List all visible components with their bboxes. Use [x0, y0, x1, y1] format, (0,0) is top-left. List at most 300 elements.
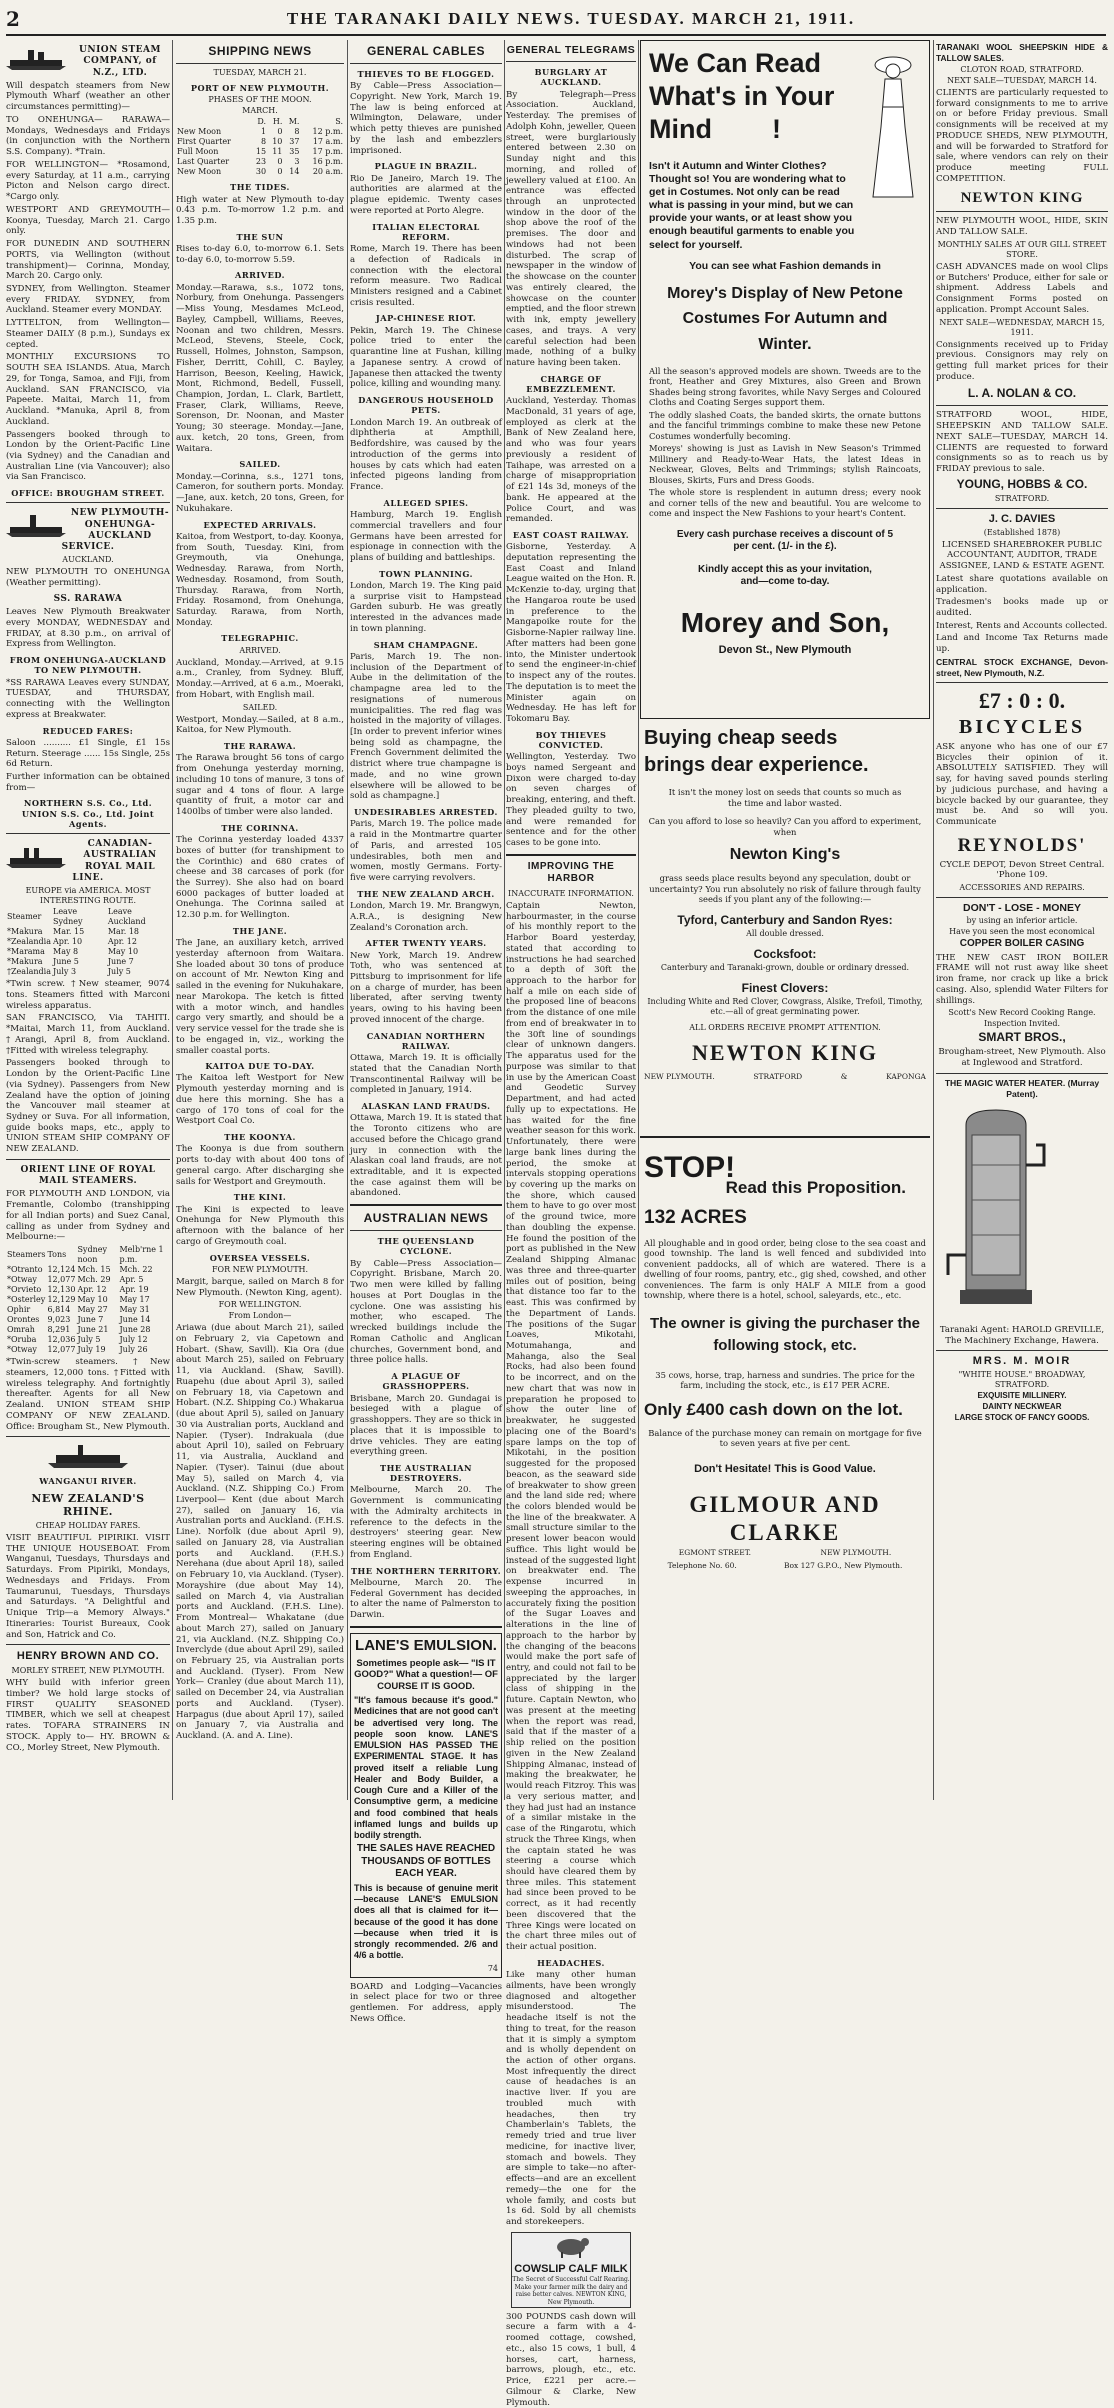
smart-bros-address: Brougham-street, New Plymouth. Also at Inglewood and Stratford. — [938, 1047, 1106, 1069]
moir-line-1: EXQUISITE MILLINERY. — [977, 1391, 1067, 1401]
morey-see: You can see what Fashion demands in — [689, 259, 881, 272]
table-cell: Apr. 12 — [107, 937, 137, 947]
moon-phases-title: PHASES OF THE MOON. — [208, 95, 312, 105]
article-heading: CANADIAN NORTHERN RAILWAY. — [366, 1030, 486, 1051]
table-cell: 17 p.m. — [312, 147, 343, 157]
steamer-icon — [6, 840, 66, 870]
article-body: By Cable—Press Association—Copyright. Brisbane, March 20. Two men were killed by falling houses at Port Douglas in the cyclone. One was assisting his mother, who escaped. The wrecked buildings include the Roman Catholic and Anglican churches, Government bond, and three police halls. — [350, 1258, 502, 1366]
taranaki-wool-address: CLOTON ROAD, STRATFORD. — [960, 65, 1084, 74]
table-cell: *Osterley — [7, 1295, 46, 1305]
table-header-row — [6, 907, 170, 927]
table-cell: 12,077 — [47, 1345, 76, 1355]
henry-brown-title: HENRY BROWN AND CO. — [16, 1650, 160, 1663]
table-header: M. — [288, 117, 300, 127]
table-header-row — [176, 117, 344, 127]
davies-title: J. C. DAVIES — [988, 512, 1056, 525]
article-heading: CHARGE OF EMBEZZLEMENT. — [526, 373, 616, 394]
rarawa-name: SS. RARAWA — [53, 593, 123, 604]
table-cell: 6,814 — [47, 1305, 71, 1315]
seeds-clovers: Finest Clovers: — [741, 980, 829, 995]
lanes-sales: THE SALES HAVE REACHED THOUSANDS OF BOTTLES EACH YEAR. — [356, 1843, 496, 1880]
column-rule — [504, 40, 505, 1800]
article-heading: ALASKAN LAND FRAUDS. — [361, 1101, 491, 1112]
telegraphic-sailed: SAILED. — [242, 702, 278, 712]
article-body: London, March 19. Mr. Brangwyn, A.R.A., is designing New Zealand's Coronation arch. — [350, 901, 502, 933]
kaitoa-body: The Kaitoa left Westport for New Plymouth yesterday morning and is due here this morning. She has a cargo of 170 tons of coal for the Westport Coal Co. — [176, 1073, 344, 1127]
lanes-number: 74 — [487, 1963, 498, 1973]
gilmour-firm: GILMOUR AND CLARKE — [689, 1491, 881, 1546]
seeds-headline-2: brings dear experience. — [644, 754, 869, 776]
dont-hesitate: Don't Hesitate! This is Good Value. — [694, 1462, 876, 1475]
column-classifieds — [936, 40, 1108, 1802]
table-cell: 12,077 — [47, 1275, 76, 1285]
table-row — [6, 1295, 170, 1305]
table-cell: Mar. 15 — [53, 927, 85, 937]
table-header: Steamer — [7, 912, 42, 922]
orient-schedule-table — [6, 1245, 170, 1355]
table-cell: May 10 — [107, 947, 139, 957]
nz-service-line: NEW PLYMOUTH TO ONEHUNGA (Weather permitting). — [6, 567, 170, 589]
morey-headline-excl: ! — [771, 113, 781, 144]
lanes-end: This is because of genuine merit —because LANE'S EMULSION does all that is claimed for it— because of the good it has done —because when tried it is strongly recommended. 2/6 and 4/6 a bottle. — [354, 1882, 498, 1961]
column-rule — [347, 40, 348, 1800]
moir-line-2: DAINTY NECKWEAR — [982, 1402, 1062, 1412]
address-label: NEW PLYMOUTH. — [820, 1548, 892, 1557]
table-cell: Apr. 10 — [53, 937, 83, 947]
table-cell: 1 — [261, 127, 267, 137]
general-cables-title: GENERAL CABLES — [366, 44, 486, 58]
seeds-ryes-note: All double dressed. — [746, 928, 824, 938]
table-cell: 11 — [272, 147, 283, 157]
margit-body: Margit, barque, sailed on March 8 for New Plymouth. (Newton King, agent). — [176, 1276, 344, 1298]
joint-agents: NORTHERN S.S. Co., Ltd. UNION S.S. Co., Ltd. Joint Agents. — [21, 798, 155, 829]
article-heading: THE NORTHERN TERRITORY. — [350, 1565, 502, 1576]
seeds-cocksfoot-note: Canterbury and Taranaki-grown, double or ordinary dressed. — [660, 962, 910, 972]
morey-firm: Morey and Son, — [680, 606, 890, 638]
orient-notes: *Twin-screw steamers. †New steamers, 12,000 tons. †Fitted with wireless telegraphy. And fortnightly thereafter. Agents for all New Zealand. UNION STEAM SHIP COMPANY OF NEW ZEALAND. Office: Brougham St., New Plymouth. — [6, 1357, 170, 1432]
moon-month: MARCH. — [242, 106, 278, 116]
moon-table — [176, 117, 344, 177]
table-cell: May 8 — [53, 947, 79, 957]
wanganui-title: WANGANUI RIVER. — [39, 1476, 137, 1487]
article-heading: DANGEROUS HOUSEHOLD PETS. — [358, 395, 494, 416]
table-row — [6, 1335, 170, 1345]
taranaki-wool-next-sale: NEXT SALE—TUESDAY, MARCH 14. — [947, 76, 1097, 85]
dont-lose-have: Have you seen the most economical — [949, 927, 1095, 937]
seeds-ryes: Tyford, Canterbury and Sandon Ryes: — [677, 912, 893, 927]
water-heater-icon — [936, 1105, 1056, 1315]
table-cell: 0 — [277, 167, 283, 177]
morey-body-1: All the season's approved models are shown. Tweeds are to the front, Heather and Grey Mixtures, also Green and Brown Shades being strong favorites, while Navy Serges and Coloured Cloths and Coating Serges support them. — [649, 365, 921, 408]
masthead — [6, 4, 1106, 36]
morey-headline-mind: Mind — [649, 113, 712, 144]
morey-headline-1: We Can Read — [649, 48, 822, 78]
divider — [176, 63, 344, 64]
lyttelton-service: LYTTELTON, from Wellington— Steamer DAILY (8 p.m.), Sundays ex cepted. — [6, 318, 170, 350]
table-cell: July 19 — [77, 1345, 106, 1355]
stock-description: 35 cows, horse, trap, harness and sundries. The price for the farm, including the stock, etc., is £17 PER ACRE. — [655, 1369, 915, 1390]
from-london: From London— — [228, 1311, 292, 1321]
sun-title: THE SUN — [236, 231, 284, 242]
vessels-body: Ariawa (due about March 21), sailed on February 2, via Capetown and Hobart. (Shaw, Savill). Kia Ora (due about March 25), sailed on February 11, via Auckland. (Shaw, Savill). Ruapehu (due about April 3), sailed on February 18, via Capetown and Hobart. (N.Z. Shipping Co.) Whakarua (due about April 5), sailed on January 30 via Australian ports, Auckland and Napier. (Tyser). Indrakuala (due about April 10), sailed on February 11, via Australia, Auckland and Napier. (Tyser). Tainui (due about May 5), sailed on March 4, via Auckland. (N.Z. Shipping Co.) From Liverpool— Kent (due about March 27), sailed on January 16, via Australian ports and Auckland. (F.H.S. Line). Norfolk (due about April 9), sailed on January 28, via Australian ports and Auckland. (F.H.S.) Nerehana (due about April 18), sailed on February 10, via Auckland. (Tyser). Morayshire (due about May 14), sailed on March 4, via Australian ports and Auckland. (F.H.S. Line). From Montreal— Whakatane (due about March 27), sailed on January 21, via Auckland. (N.Z. Shipping Co.) Inverclyde (due about April 29), sailed on February 25, via Australian ports and Auckland. (Tyser). From New York— Cranley (due about March 11), sailed on December 24, via Australian ports and Auckland. (Tyser). Harpagus (due about April 17), sailed on January 7, via Australia and Auckland. (A. and A. Line). — [176, 1323, 344, 1742]
table-cell: May 27 — [77, 1305, 108, 1315]
divider — [936, 1350, 1108, 1351]
table-cell: July 12 — [119, 1335, 148, 1345]
tides-title: THE TIDES. — [230, 182, 290, 193]
table-cell: June 5 — [53, 957, 79, 967]
table-row — [176, 147, 344, 157]
divider — [6, 1644, 170, 1645]
canadian-schedule-table — [6, 907, 170, 977]
henry-brown-body: WHY build with inferior green timber? We hold large stocks of FIRST QUALITY SEASONED TIMBER, which we sell at cheapest rates. TOFARA STRAINERS IN STOCK. Apply to— HY. BROWN & CO., Morley Street, New Plymouth. — [6, 1678, 170, 1753]
divider — [6, 833, 170, 834]
reynolds-body: CYCLE DEPOT, Devon Street Central. 'Phone 109. — [939, 859, 1105, 881]
article-body: Pekin, March 19. The Chinese police tried to enter the quarantine line at Fushan, killing a Japanese sentry. A crowd of Japanese then attacked the twenty police, killing and wounding many. — [350, 325, 502, 390]
gilmour-contact — [644, 1561, 926, 1570]
article-heading: THIEVES TO BE FLOGGED. — [357, 69, 495, 79]
table-cell: 8 — [294, 127, 300, 137]
table-cell: 12,036 — [47, 1335, 76, 1345]
reduced-fares-title: REDUCED FARES: — [42, 725, 134, 736]
divider — [6, 1436, 170, 1437]
nz-service-return-title: FROM ONEHUNGA-AUCKLAND TO NEW PLYMOUTH. — [9, 655, 167, 676]
table-cell: July 5 — [107, 967, 131, 977]
table-row — [6, 927, 170, 937]
young-hobbs-town: STRATFORD. — [994, 493, 1050, 503]
davies-line-1: Latest share quotations available on application. — [936, 573, 1108, 595]
davies-body: LICENSED SHAREBROKER PUBLIC ACCOUNTANT, AUDITOR, TRADE ASSIGNEE, LAND & ESTATE AGENT. — [939, 539, 1105, 572]
table-cell: 10 — [272, 137, 283, 147]
table-cell: July 5 — [77, 1335, 101, 1345]
newton-king-seeds-ad — [640, 719, 930, 1131]
davies-line-2: Tradesmen's books made up or audited. — [936, 597, 1108, 618]
table-cell: Last Quarter — [177, 157, 230, 167]
article-heading: TOWN PLANNING. — [379, 568, 473, 579]
reynolds-title: REYNOLDS' — [957, 834, 1087, 856]
column-rule — [638, 40, 639, 1800]
table-header: H. — [272, 117, 283, 127]
sailed-title: SAILED. — [239, 459, 281, 470]
article-heading: THE NEW ZEALAND ARCH. — [357, 888, 495, 899]
article-body: London March 19. An outbreak of diphtheria at Ampthill, Bedfordshire, was caused by the introduction of the germs into houses by cats which had eaten infected pigeons landing from France. — [350, 417, 502, 493]
table-cell: 16 p.m. — [312, 157, 343, 167]
table-cell: *Oruba — [7, 1335, 37, 1345]
sydney-service: SYDNEY, from Wellington. Steamer every FRIDAY. SYDNEY, from Auckland. Steamer every MONDAY. — [6, 283, 170, 316]
koonya-body: The Koonya is due from southern ports to-day with about 400 tons of general cargo. After discharging she sails for Westport and Greymouth. — [176, 1144, 344, 1187]
table-cell: 15 — [255, 147, 267, 157]
canadian-notes: *Twin screw. †New steamer, 9074 tons. Steamers fitted with Marconi wireless apparatus. — [6, 979, 170, 1011]
harbor-title: IMPROVING THE HARBOR — [527, 860, 615, 885]
morey-ad — [640, 40, 930, 719]
union-body: Will despatch steamers from New Plymouth Wharf (weather an other circumstances permitting)— — [6, 80, 170, 113]
seeds-orders: ALL ORDERS RECEIVE PROMPT ATTENTION. — [689, 1022, 881, 1032]
article-body: Hamburg, March 19. English commercial travellers and four Germans have been arrested for espionage in connection with the plans of building and battleships. — [350, 510, 502, 563]
table-cell: June 7 — [107, 957, 134, 967]
seeds-firm: NEWTON KING — [691, 1039, 878, 1065]
table-cell: Mch. 29 — [77, 1275, 111, 1285]
table-header: Steamers — [7, 1250, 46, 1260]
stop-headline: STOP! — [644, 1151, 736, 1184]
table-cell: 23 — [255, 157, 267, 167]
corinna-title: THE CORINNA. — [221, 822, 299, 833]
seeds-p3: grass seeds place results beyond any speculation, doubt or uncertainty? You run absolutely no risk of failure through faulty seeds if you plant any of the following:— — [649, 873, 921, 904]
riverboat-icon — [48, 1441, 128, 1471]
article-body: Brisbane, March 20. Gundagai is besieged with a plague of grasshoppers. They are so thick in places that it is impossible to drive vehicles. They are eating everything green. — [350, 1393, 502, 1458]
article-heading: AFTER TWENTY YEARS. — [365, 938, 487, 949]
table-cell: May 31 — [119, 1305, 150, 1315]
for-new-plymouth: FOR NEW PLYMOUTH. — [211, 1264, 309, 1274]
divider — [936, 1073, 1108, 1074]
jane-body: The Jane, an auxiliary ketch, arrived yesterday afternoon from Waitara. She loaded about 30 tons of produce on account of Mr. Newton King and sailed in the evening for Nukuhakare, near Marokopa. The ketch is fitted with a motor winch, and handles cargo very smartly, and should be a very service vessel for the trade she is to be engaged in, viz., working the smaller coastal ports. — [176, 938, 344, 1056]
young-hobbs-title: YOUNG, HOBBS & CO. — [956, 476, 1088, 491]
table-cell: 0 — [277, 127, 283, 137]
seeds-p1: It isn't the money lost on seeds that counts so much as the time and labor wasted. — [668, 787, 902, 808]
article-body: Wellington, Yesterday. Two boys named Sergeant and Dixon were charged to-day on seven charges of breaking, entering, and theft. They pleaded guilty to two, and were remanded for sentence and for the other cases to be gone into. — [506, 752, 636, 849]
telegram-list — [506, 67, 636, 849]
article-heading: ITALIAN ELECTORAL REFORM. — [372, 221, 480, 242]
moir-line-3: LARGE STOCK OF FANCY GOODS. — [954, 1413, 1090, 1423]
place-label: NEW PLYMOUTH. — [644, 1072, 715, 1081]
divider — [506, 854, 636, 856]
table-cell: *Otway — [7, 1345, 37, 1355]
gilmour-clarke-ad — [640, 1143, 930, 1577]
wanganui-body: VISIT BEAUTIFUL PIPIRIKI. VISIT THE UNIQUE HOUSEBOAT. From Wanganui, Tuesdays, Thursdays and Saturdays. From Pipiriki, Mondays, Wednesdays and Fridays. From Taumarunui, Tuesdays, Thursdays and Saturdays. "A Delightful and Unique Trip—a Memory Always." Itineraries: Tourist Bureaux, Cook and Son, Hatrick and Co. — [6, 1533, 170, 1640]
farm-description: All ploughable and in good order, being close to the sea coast and good township. The land is well fenced and subdivided into convenient paddocks, all of which are watered. There is a dwelling of four rooms, pantry, etc., gig shed, cowshed, and other conveniences. The farm is only HALF A MILE from a good township, where there is a hotel, school, saleyards, etc., etc. — [644, 1237, 926, 1300]
article-heading: BURGLARY AT AUCKLAND. — [534, 67, 608, 88]
lady-illustration-icon — [863, 47, 921, 207]
table-cell: 17 a.m. — [312, 137, 343, 147]
place-label: STRATFORD — [753, 1072, 803, 1081]
table-cell: 12,129 — [47, 1295, 76, 1305]
table-cell: Apr. 19 — [119, 1285, 149, 1295]
arrived-body: Monday.—Rarawa, s.s., 1072 tons, Norbury, from Onehunga. Passengers—Miss Young, Mesdames McLeod, Bayley, Campbell, Williams, Reeves, Noonan and two children, Messrs. McLeod, Stevens, Steele, Cock, Russell, Holmes, Johnston, Sampson, Fisher, Derritt, Cohill, C. Bayley, Harrison, Beeson, Keeling, Hawick, Mont, Richmond, Bedell, Fussell, Champion, Jordan, L. Clark, Bartlett, Fraser, Clark, Williams, Reeve, Sorenson, Dr. Noonan, and Master Young; 30 steerage. Monday.—Jane, aux. ketch, 20 tons, Green, from Waitara. — [176, 282, 344, 454]
article-heading: THE QUEENSLAND CYCLONE. — [377, 1236, 475, 1257]
wellington-service: FOR WELLINGTON— *Rosamond, every Saturday, at 11 a.m., carrying Picton and Nelson cargo direct. *Cargo only. — [6, 159, 170, 203]
article-heading: BOY THIEVES CONVICTED. — [535, 729, 607, 751]
telegraphic-body: Auckland, Monday.—Arrived, at 9.15 a.m., Cranley, from Sydney. Bluff, Monday.—Arrived, at 6 a.m., Moeraki, from Hobart, with English mail. — [176, 657, 344, 700]
gilmour-address — [644, 1548, 926, 1557]
morey-question: Isn't it Autumn and Winter Clothes? Thought so! You are wondering what to get in Costumes. Not only can be read what is passing in your mind, but we can provide your wants, or at least show you enough beautiful garments to enable you select for yourself. — [649, 159, 855, 251]
table-cell: 12 p.m. — [312, 127, 343, 137]
stratford-wool-body: STRATFORD WOOL, HIDE, SHEEPSKIN AND TALLOW SALE. NEXT SALE—TUESDAY, MARCH 14. CLIENTS are requested to forward consignments so as to reach us by FRIDAY previous to sale. — [936, 410, 1108, 475]
newton-king-title: NEWTON KING — [960, 189, 1084, 206]
table-cell: 30 — [255, 167, 267, 177]
sailed-body: Monday.—Corinna, s.s., 1271 tons, Cameron, for southern ports. Monday.—Jane, aux. ketch, 20 tons, Green, for Nukuhakare. — [176, 471, 344, 514]
dont-lose-sub: by using an inferior article. — [966, 916, 1078, 926]
article-body: By Telegraph—Press Association. Auckland, Yesterday. The premises of Adolph Kohn, jeweller, Queen street, were burglariously entered between 2.30 on Sunday night and this morning, and rolled of jewellery valued at £100. An entrance was effected through an unprotected window in the door of the shop above the roof of the premises. The door and windows had not been disturbed. The scrap of newspaper in the window of the showcase on the counter was entirely cleared, the showcase on the counter emptied, and the floor strewn with ink, empty jewellery cases, and trays. A very careful selection had been made, nothing of a bulky nature having been taken. — [506, 89, 636, 368]
cowslip-small: The Secret of Successful Calf Rearing. Make your farmer milk the dairy and raise better calves. NEWTON KING, New Plymouth. — [512, 2276, 630, 2306]
table-cell: *Orvieto — [7, 1285, 42, 1295]
telephone-label: Telephone No. 60. — [667, 1561, 737, 1571]
article-body: Paris, March 19. The non-inclusion of the Department of Aube in the delimitation of the champagne area led to the resignations of numerous municipalities. The red flag was hoisted in the majority of villages. [In order to prevent inferior wines being sold as champagne, the French Government delimited the district where true champagne is made, and no wine grown elsewhere will be allowed to be sold as champagne.] — [350, 651, 502, 802]
bicycles-body: ASK anyone who has one of our £7 Bicycles their opinion of it. ABSOLUTELY SATISFIED. They will say, for having saved pounds sterling by judicious purchase, and having a bicycle backed by our guarantee, they must be. And so will you. Communicate — [936, 741, 1108, 828]
bicycle-price: £7 : 0 : 0. — [978, 688, 1066, 714]
table-cell: Apr. 12 — [77, 1285, 107, 1295]
westport-service: WESTPORT AND GREYMOUTH— Koonya, Tuesday, March 21. Cargo only. — [6, 204, 170, 237]
arrived-title: ARRIVED. — [234, 270, 286, 281]
inspection-invited: Inspection Invited. — [983, 1019, 1061, 1029]
table-cell: Apr. 5 — [119, 1275, 144, 1285]
table-cell: *Makura — [7, 927, 43, 937]
article-body: Rio De Janeiro, March 19. The authorities are alarmed at the plague epidemic. Twenty cases were reported at Porto Alegre. — [350, 173, 502, 216]
article-heading: THE AUSTRALIAN DESTROYERS. — [380, 1462, 472, 1484]
column-rule — [933, 40, 934, 1800]
canadian-line-title: CANADIAN-AUSTRALIAN ROYAL MAIL LINE. — [72, 839, 157, 883]
article-heading: JAP-CHINESE RIOT. — [375, 313, 477, 324]
np-wool-monthly: MONTHLY SALES AT OUR GILL STREET STORE. — [937, 239, 1107, 259]
column-shipping-news — [176, 40, 344, 1802]
table-cell: New Moon — [177, 167, 222, 177]
owner-headline: The owner is giving the purchaser the following stock, etc. — [649, 1314, 921, 1354]
divider — [936, 405, 1108, 406]
seeds-clovers-note: Including White and Red Clover, Cowgrass, Alsike, Trefoil, Timothy, etc.—all of great germinating power. — [647, 996, 923, 1016]
wanganui-headline: NEW ZEALAND'S RHINE. — [31, 1491, 145, 1519]
magic-heater-agent: Taranaki Agent: HAROLD GREVILLE, The Machinery Exchange, Hawera. — [939, 1324, 1105, 1346]
divider — [640, 1136, 930, 1138]
table-row — [6, 1315, 170, 1325]
passengers-note: Passengers booked through to London by the Orient-Pacific Line (via Sydney) and the Canadian and Australian Line (via Vancouver); also via San Francisco. — [6, 429, 170, 483]
davies-address: CENTRAL STOCK EXCHANGE, Devon-street, New Plymouth, N.Z. — [936, 656, 1108, 678]
table-header: Melb'rne 1 p.m. — [119, 1245, 164, 1265]
cable-list — [350, 69, 502, 1199]
place-label: KAPONGA — [886, 1072, 926, 1081]
table-row — [6, 1305, 170, 1315]
morey-headline-2: What's in Your — [649, 80, 835, 111]
canadian-passengers: Passengers booked through to London by the Orient-Pacific Line (via Sydney). Passengers from New Zealand have the option of joining the Vancouver mail steamer at Sydney or Suva. For all information, guide books maps, etc., apply to UNION STEAM SHIP COMPANY OF NEW ZEALAND. — [6, 1058, 170, 1155]
article-body: Gisborne, Yesterday. A deputation representing the East Coast and Inland League waited on the Hon. R. McKenzie to-day, urging that the Hangaroa route be used in preference to the Mangapoike route for the Gisborne-Napier railway line. After matters had been gone into, the Minister undertook to send the engineer-in-chief to inspect any of the routes. The deputation is to meet the Minister again on Wednesday. He has left for Tokomaru Bay. — [506, 542, 636, 725]
table-header: Sydney noon — [77, 1245, 107, 1265]
article-body: Paris, March 19. The police made a raid in the Montmartre quarter of Paris, and arrested 105 undesirables, both men and women, mostly Germans. Forty-five were carrying revolvers. — [350, 819, 502, 884]
canadian-line-sub: EUROPE via AMERICA. MOST INTERESTING ROUTE. — [25, 886, 151, 906]
kaitoa-title: KAITOA DUE TO-DAY. — [205, 1061, 315, 1072]
table-cell: 14 — [289, 167, 300, 177]
table-cell: 12,130 — [47, 1285, 76, 1295]
magic-heater-title: THE MAGIC WATER HEATER. (Murray Patent). — [944, 1077, 1100, 1099]
for-wellington: FOR WELLINGTON. — [218, 1300, 302, 1310]
australian-news-title: AUSTRALIAN NEWS — [363, 1211, 489, 1226]
column-general-cables — [350, 40, 502, 2024]
table-cell: *Marama — [7, 947, 45, 957]
divider — [936, 508, 1108, 509]
rarawa-body: The Rarawa brought 56 tons of cargo from Onehunga yesterday morning, including 10 tons of manure, 3 tons of sugar and 4 tons of flour. A large quantity of fruit, a motor car and 1400lbs of timber were also landed. — [176, 753, 344, 818]
port-title: PORT OF NEW PLYMOUTH. — [190, 83, 330, 93]
moir-sub: "WHITE HOUSE." BROADWAY, STRATFORD. — [958, 1370, 1086, 1390]
bicycles-title: BICYCLES — [958, 715, 1086, 738]
box-label: Box 127 G.P.O., New Plymouth. — [783, 1561, 903, 1571]
davies-line-4: Land and Income Tax Returns made up. — [936, 633, 1108, 655]
divider — [936, 682, 1108, 683]
union-office: OFFICE: BROUGHAM STREET. — [11, 488, 165, 499]
table-header — [176, 117, 251, 127]
column-display-ads — [640, 40, 930, 1802]
table-header: Leave Auckland — [107, 907, 146, 927]
kini-body: The Kini is expected to leave Onehunga for New Plymouth this afternoon with the balance of her cargo of Greymouth coal. — [176, 1204, 344, 1247]
article-body: Rome, March 19. There has been a defection of Radicals in connection with the electoral reform measure. Two Radical Ministers resigned and a Cabinet crisis resulted. — [350, 244, 502, 308]
wanganui-sub: CHEAP HOLIDAY FARES. — [35, 1521, 141, 1531]
table-cell: 0 — [277, 157, 283, 167]
union-title: UNION STEAM COMPANY, of N.Z., LTD. — [79, 45, 161, 78]
morey-body-2: The oddly slashed Coats, the banded skirts, the ornate buttons and the fanciful trimmings combine to make these new Petone Costumes wonderfully becoming. — [649, 409, 921, 441]
table-cell: Mar. 18 — [107, 927, 139, 937]
table-cell: July 3 — [53, 967, 77, 977]
np-wool-next-sale: NEXT SALE—WEDNESDAY, MARCH 15, 1911. — [939, 317, 1105, 337]
divider — [6, 1159, 170, 1160]
article-body: Melbourne, March 20. The Federal Government has decided to alter the name of Palmerston to Darwin. — [350, 1577, 502, 1621]
onehunga-service: TO ONEHUNGA— RARAWA—Mondays, Wednesdays and Fridays (in conjunction with the Northern S.S. Company). *Train. — [6, 114, 170, 158]
cow-icon — [551, 2233, 591, 2259]
lanes-emulsion-ad — [350, 1633, 502, 1978]
nz-service-auckland: AUCKLAND. — [62, 555, 114, 565]
koonya-title: THE KOONYA. — [224, 1132, 296, 1143]
harbor-sub: INACCURATE INFORMATION. — [508, 888, 634, 898]
table-cell: June 28 — [119, 1325, 151, 1335]
farm-for-sale: 300 POUNDS cash down will secure a farm with a 4-roomed cottage, cowshed, etc., also 15 cows, 1 bull, 4 horses, cart, harness, barrows, plough, etc., etc. Price, £221 per acre.—Gilmour & Clarke, New Plymouth. — [506, 2311, 636, 2408]
table-cell: *Otranto — [7, 1265, 43, 1275]
table-cell: Mch. 15 — [77, 1265, 111, 1275]
table-cell: June 14 — [119, 1315, 151, 1325]
article-body: By Cable—Press Association—Copyright. New York, March 19. The law is being enforced at Wilmington, Delaware, under which petty thieves are punished by the lash and embezzlers imprisoned. — [350, 81, 502, 156]
column-shipping-ads — [6, 40, 170, 1802]
rarawa-title: THE RARAWA. — [223, 741, 297, 752]
henry-brown-address: MORLEY STREET, NEW PLYMOUTH. — [11, 1666, 165, 1676]
article-heading: ALLEGED SPIES. — [383, 497, 469, 508]
table-cell: *Zealandia — [7, 937, 51, 947]
morey-cash: Every cash purchase receives a discount of 5 per cent. (1/- in the £). — [676, 528, 894, 553]
table-header: Leave Sydney — [53, 907, 83, 927]
morey-display: Morey's Display of New Petone Costumes For Autumn and Winter. — [667, 284, 903, 353]
table-row — [176, 167, 344, 177]
nolan-title: L. A. NOLAN & CO. — [967, 386, 1077, 401]
table-row — [6, 1325, 170, 1335]
table-row — [6, 1285, 170, 1295]
copper-boiler-title: COPPER BOILER CASING — [959, 938, 1085, 950]
shipping-date: TUESDAY, MARCH 21. — [213, 68, 307, 77]
cash-down: Only £400 cash down on the lot. — [644, 1399, 903, 1419]
table-row — [6, 1265, 170, 1275]
copper-boiler-body: THE NEW CAST IRON BOILER FRAME will not rust away like sheet iron frame, nor crack up like a brick casing. Also, splendid Water Filters for shillings. — [936, 952, 1108, 1006]
expected-title: EXPECTED ARRIVALS. — [203, 519, 317, 530]
table-row — [6, 967, 170, 977]
table-cell: Omrah — [7, 1325, 35, 1335]
article-heading: PLAGUE IN BRAZIL. — [374, 161, 478, 172]
nz-service-title: NEW PLYMOUTH-ONEHUNGA-AUCKLAND SERVICE. — [61, 508, 170, 553]
taranaki-wool-body: CLIENTS are particularly requested to forward consignments to me to arrive on or before Friday previous. Small consignments will be received at my PRODUCE SHEDS, NEW PLYMOUTH, and will be forwarded to Stratford for sale, where vendors can rely on their produce meeting FULL COMPETITION. — [936, 88, 1108, 184]
seeds-cocksfoot: Cocksfoot: — [753, 946, 817, 961]
morey-address: Devon St., New Plymouth — [718, 643, 852, 656]
davies-established: (Established 1878) — [983, 527, 1061, 537]
address-label: EGMONT STREET. — [678, 1548, 752, 1557]
divider — [350, 1204, 502, 1206]
telegraphic-body-2: Westport, Monday.—Sailed, at 8 a.m., Kaitoa, for New Plymouth. — [176, 714, 344, 736]
taranaki-wool-title: TARANAKI WOOL SHEEPSKIN HIDE & TALLOW SALES. — [936, 42, 1108, 63]
general-telegrams-title: GENERAL TELEGRAMS — [506, 44, 636, 56]
seeds-p2: Can you afford to lose so heavily? Can you afford to experiment, when — [648, 816, 922, 837]
table-row — [6, 1275, 170, 1285]
table-cell: 20 a.m. — [312, 167, 343, 177]
expected-body: Kaitoa, from Westport, to-day. Koonya, from South, Tuesday. Kini, from Greymouth, via Onehunga, Wednesday. Rarawa, from North, Wednesday. Rosamond, from South, Thursday. Rarawa, from North, Friday. Rosamond, from Onehunga, Saturday. Rarawa, from North, Monday. — [176, 531, 344, 628]
read-headline: Read this Proposition. — [725, 1177, 906, 1197]
article-body: New York, March 19. Andrew Toth, who was sentenced at Pittsburg to imprisonment for life on a charge of murder, has been liberated, after serving twenty years, owing to his having been proved innocent of the charge. — [350, 950, 502, 1025]
np-wool-advances: CASH ADVANCES made on wool Clips or Butchers' Produce, either for sale or shipment. Address Labels and Consignment Forms posted on application. Prompt Account Sales. — [936, 261, 1108, 315]
mortgage-note: Balance of the purchase money can remain on mortgage for five to seven years at five per cent. — [648, 1427, 922, 1449]
seeds-places — [644, 1072, 926, 1081]
australian-news-list — [350, 1236, 502, 1621]
article-body: Auckland, Yesterday. Thomas MacDonald, 31 years of age, employed as clerk at the Bank of New Zealand here, and who was four years previously a resident of Taihape, was arrested on a charge of misappropriation of £21 14s 3d, moneys of the bank. He appeared at the Police Court, and was remanded. — [506, 396, 636, 525]
table-header-row — [6, 1245, 170, 1265]
harbor-body: Captain Newton, harbourmaster, in the course of his monthly report to the Harbor Board yesterday, stated that according to instructions he had searched to a depth of 30ft the approach to the harbor for half a mile on each side of the proposed line of beacons from the distance of one mile from end of breakwater in to the 30ft line of soundings clear of unknown dangers. The apparatus used for the purpose was similar to that in use by the American Coast and Geodetic Survey Department, and had acted fully up to expectations. He has waited for the fine weather season for this work. Unfortunately, there were large bank lines during the period, the smoke at intervals stopping operations by covering up the marks on the shore, which caused them to have to go over most of the ground twice, more than doubling the expense. He found the position of the port as published in the New Zealand Shipping Almanac was three and three-quarter miles out of position, being that distance too far to the east. This was confirmed by the Department of Lands. The positions of the Sugar Loaves, Mikotahi, Motumahanga, and Mahanga, also the Seal Rocks, had also been found to be incorrect, and on the new chart that was now in preparation he proposed to show the outer line of breakwater, he suggested placing one of the Board's spare lamps on the top of Mikotahi, in the position suggested for the proposed beacon, as the seaward side of breakwater to show green and the land side red; where the colors blended would be the line of the breakwater. A small structure similar to the present lower beacon would suffice. This light would be instead of the suggested light on breakwater end. The expense incurred in sweeping the approaches, in accurately fixing the position of the Sugar Loaves and alterations in the line of approach to the harbor by the changing of the beacons would make the port safe of entry, and could not fail to be appreciated by the larger class of shipping in the future. Captain Newton, who was present at the meeting when the report was read, said that if the master of a ship relied on the position given in the New Zealand Shipping Almanac, instead of making the breakwater, he would reach Fitzroy. This was a very serious matter, and they had just had an instance of a similar mistake in the case of the Ringarotu, which struck the Three Kings, when the captain stated he was steering a course which should have cleared them by three miles. This statement had since been proved to be correct, as it had recently been discovered that the Three Kings were located on the chart three miles out of their actual position. — [506, 900, 636, 1953]
davies-line-3: Interest, Rents and Accounts collected. — [936, 620, 1108, 631]
table-row — [6, 947, 170, 957]
